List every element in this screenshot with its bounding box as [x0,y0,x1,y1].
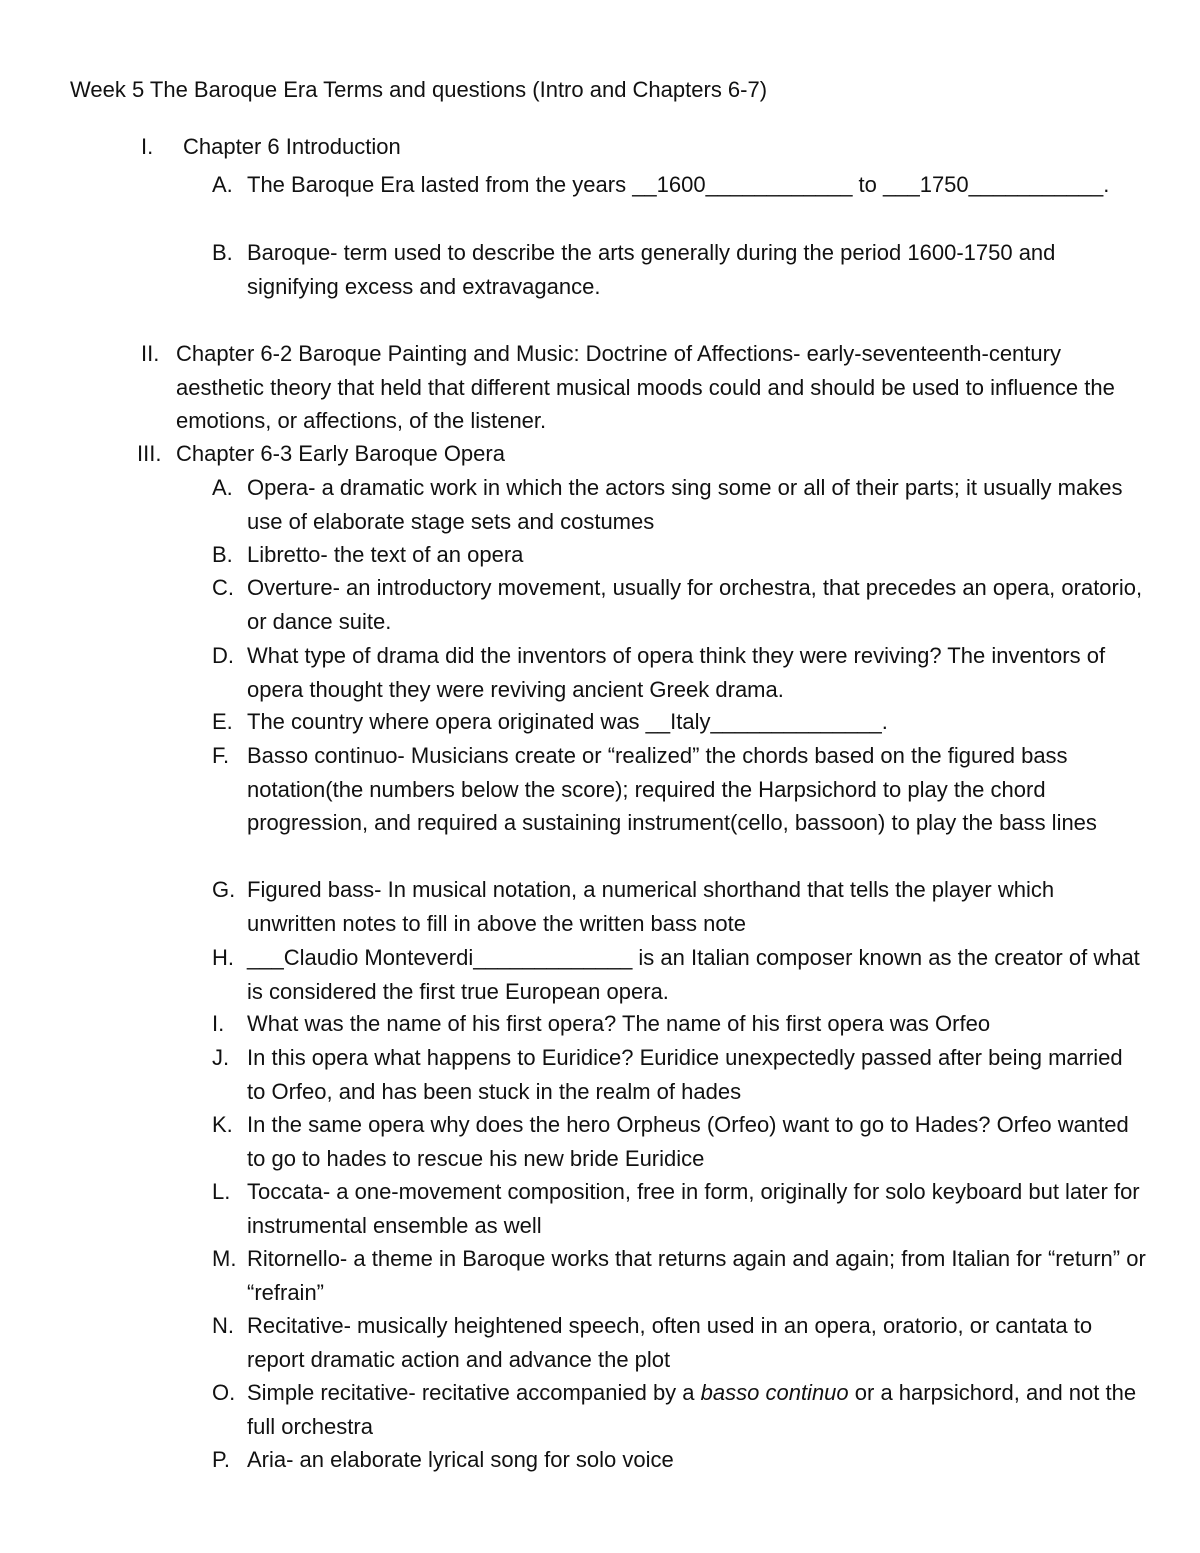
list-item [212,1376,1147,1443]
item-text-after: or a harpsichord, and not the full orchestra [247,1380,1137,1439]
item-label: G. [212,877,236,902]
list-item [212,1175,1147,1242]
item-label: D. [212,643,234,668]
item-label: M. [212,1246,237,1271]
list-item [212,538,1147,572]
item-label: E. [212,709,233,734]
item-text-before: Simple recitative- recitative accompanied by a [247,1380,701,1405]
item-label: J. [212,1045,230,1070]
item-text: Basso continuo- Musicians create or “realized” the chords based on the figured bass notation(the numbers below the score); required the Harpsichord to play the chord progression, and required a sustaining instrument(cello, bassoon) to play the bass lines [247,743,1097,835]
section-3-number: III. [137,441,162,466]
list-item [212,471,1147,538]
document-title: Week 5 The Baroque Era Terms and questions (Intro and Chapters 6-7) [70,77,768,102]
list-item [212,941,1147,1008]
list-item [212,1242,1147,1309]
item-text: Ritornello- a theme in Baroque works that returns again and again; from Italian for “return” or “refrain” [247,1246,1146,1305]
item-label: O. [212,1380,236,1405]
item-label: C. [212,575,234,600]
item-text: In the same opera why does the hero Orpheus (Orfeo) want to go to Hades? Orfeo wanted to go to hades to rescue his new bride Euridice [247,1112,1129,1171]
list-item [212,236,1147,303]
item-text: Opera- a dramatic work in which the actors sing some or all of their parts; it usually makes use of elaborate stage sets and costumes [247,475,1123,534]
item-text: Toccata- a one-movement composition, free in form, originally for solo keyboard but later for instrumental ensemble as well [247,1179,1140,1238]
list-item [212,1108,1147,1175]
item-text: Overture- an introductory movement, usually for orchestra, that precedes an opera, oratorio, or dance suite. [247,575,1143,634]
item-label: A. [212,475,233,500]
item-label: K. [212,1112,233,1137]
item-text-italic: basso continuo [700,1380,849,1405]
item-label: N. [212,1313,234,1338]
list-item [212,705,1147,739]
section-1-number: I. [141,134,154,159]
item-text: What was the name of his first opera? The name of his first opera was Orfeo [247,1011,991,1036]
list-item [212,739,1147,840]
item-text [247,1376,1147,1443]
item-text: Recitative- musically heightened speech, often used in an opera, oratorio, or cantata to report dramatic action and advance the plot [247,1313,1093,1372]
section-3-heading: Chapter 6-3 Early Baroque Opera [176,441,505,466]
item-text: In this opera what happens to Euridice? Euridice unexpectedly passed after being married to Orfeo, and has been stuck in the realm of hades [247,1045,1123,1104]
item-label: H. [212,945,234,970]
item-label: I. [212,1011,225,1036]
section-2-number: II. [141,341,160,366]
item-text: Libretto- the text of an opera [247,542,524,567]
list-item [212,639,1147,706]
item-text: ___Claudio Monteverdi_____________ is an Italian composer known as the creator of what is considered the first true European opera. [247,945,1140,1004]
list-item [212,1007,1147,1041]
list-item [212,873,1147,940]
item-text: The country where opera originated was __Italy______________. [247,709,888,734]
item-text: What type of drama did the inventors of opera think they were reviving? The inventors of opera thought they were reviving ancient Greek drama. [247,643,1106,702]
list-item [212,1443,1147,1477]
section-2-text: Chapter 6-2 Baroque Painting and Music: Doctrine of Affections- early-seventeenth-century aesthetic theory that held that different musical moods could and should be used to influence the emotions, or affections, of the listener. [176,341,1115,433]
item-label: B. [212,542,233,567]
list-item [212,168,1147,202]
item-label: B. [212,240,233,265]
list-item [212,1041,1147,1108]
section-1-heading: Chapter 6 Introduction [183,134,401,159]
item-text: The Baroque Era lasted from the years __1600____________ to ___1750___________. [247,172,1110,197]
item-label: A. [212,172,233,197]
item-label: F. [212,743,230,768]
item-text: Aria- an elaborate lyrical song for solo voice [247,1447,674,1472]
item-text: Figured bass- In musical notation, a numerical shorthand that tells the player which unwritten notes to fill in above the written bass note [247,877,1055,936]
list-item [212,1309,1147,1376]
item-label: P. [212,1447,230,1472]
list-item [212,571,1147,638]
item-label: L. [212,1179,231,1204]
item-text: Baroque- term used to describe the arts generally during the period 1600-1750 and signifying excess and extravagance. [247,240,1056,299]
